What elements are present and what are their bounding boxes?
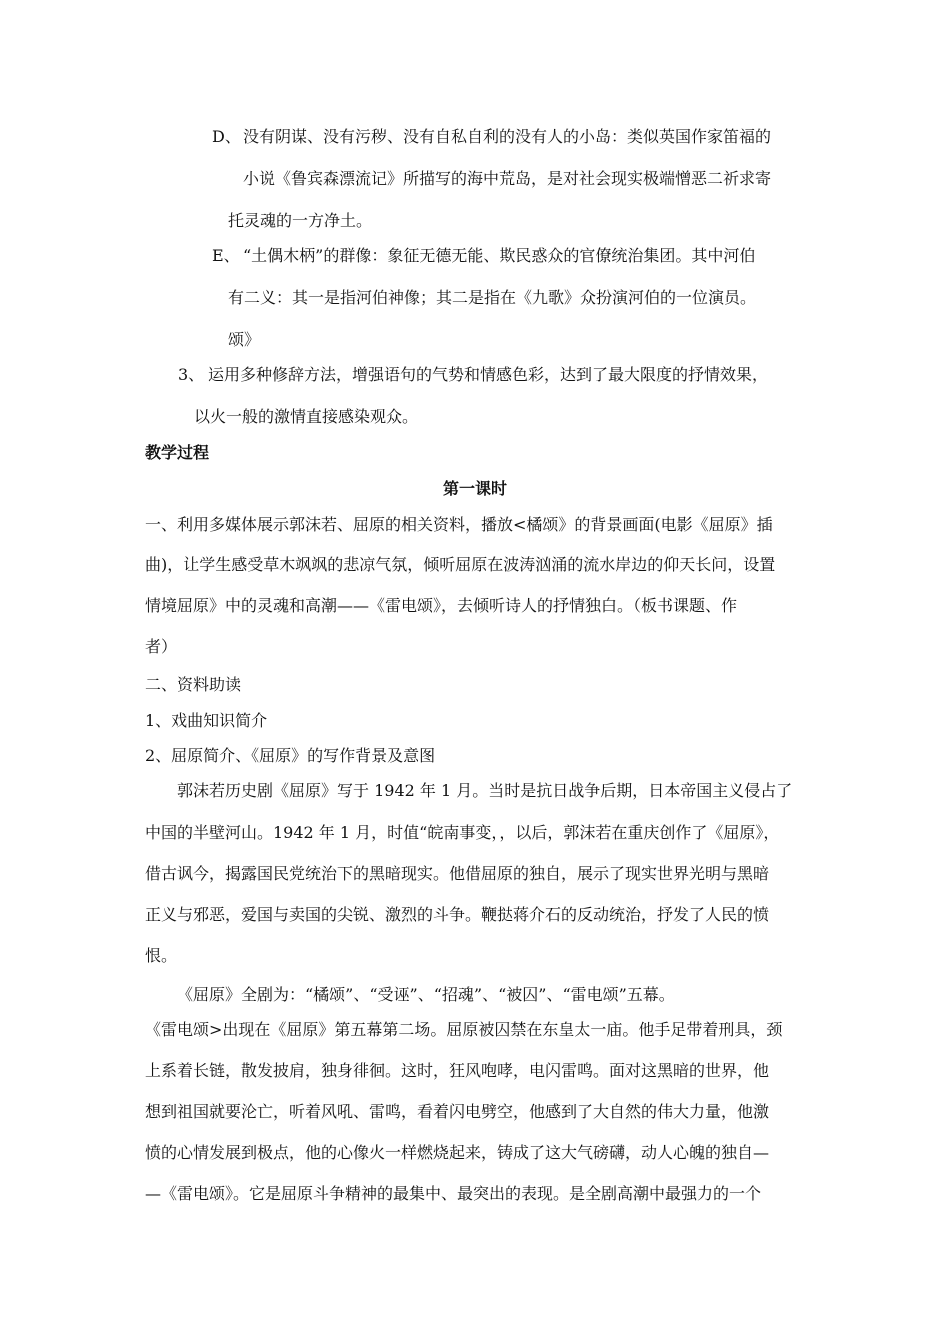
paragraph-1-line-5: 恨。 <box>145 946 178 965</box>
step-1-line-3: 情境屈原》中的灵魂和高潮——《雷电颂》，去倾听诗人的抒情独白。（板书课题、作 <box>145 596 738 615</box>
list-item-e-line-3: 颂》 <box>228 330 261 349</box>
list-item-d-line-2: 小说《鲁宾森漂流记》所描写的海中荒岛，是对社会现实极端憎恶二祈求寄 <box>243 169 772 188</box>
step-2-item-1: 1、戏曲知识简介 <box>145 711 268 730</box>
list-item-d-line-1: 没有阴谋、没有污秽、没有自私自利的没有人的小岛：类似英国作家笛福的 <box>243 127 772 146</box>
list-marker-e: E、 <box>212 246 240 265</box>
step-2-heading: 二、资料助读 <box>145 675 242 694</box>
paragraph-1-line-3: 借古讽今，揭露国民党统治下的黑暗现实。他借屈原的独自，展示了现实世界光明与黑暗 <box>145 864 770 883</box>
step-1-line-2: 曲)，让学生感受草木飒飒的悲凉气氛，倾听屈原在波涛汹涌的流水岸边的仰天长问，设置 <box>145 555 776 574</box>
paragraph-1-line-1: 郭沫若历史剧《屈原》写于 1942 年 1 月。当时是抗日战争后期，日本帝国主义侵占了 <box>177 781 793 800</box>
paragraph-2-line-1: 《屈原》全剧为：“橘颂”、“受诬”、“招魂”、“被囚”、“雷电颂”五幕。 <box>177 985 675 1004</box>
step-1-line-4: 者） <box>145 637 178 656</box>
point-3-line-1: 运用多种修辞方法，增强语句的气势和情感色彩，达到了最大限度的抒情效果， <box>208 365 769 384</box>
paragraph-2-line-2: 《雷电颂>出现在《屈原》第五幕第二场。屈原被囚禁在东皇太一庙。他手足带着刑具，颈 <box>145 1020 783 1039</box>
list-item-e-line-1: “土偶木柄”的群像：象征无德无能、欺民惑众的官僚统治集团。其中河伯 <box>243 246 756 265</box>
paragraph-2-line-4: 想到祖国就要沦亡，听着风吼、雷鸣，看着闪电劈空，他感到了大自然的伟大力量，他激 <box>145 1102 770 1121</box>
list-item-d-line-3: 托灵魂的一方净土。 <box>228 211 373 230</box>
paragraph-1-line-4: 正义与邪恶，爱国与卖国的尖锐、激烈的斗争。鞭挞蒋介石的反动统治，抒发了人民的愤 <box>145 905 770 924</box>
list-marker-d: D、 <box>212 127 241 146</box>
lesson-title: 第一课时 <box>442 479 507 498</box>
list-item-e-line-2: 有二义：其一是指河伯神像；其二是指在《九歌》众扮演河伯的一位演员。 <box>228 288 757 307</box>
paragraph-2-line-3: 上系着长链，散发披肩，独身徘徊。这时，狂风咆哮，电闪雷鸣。面对这黑暗的世界，他 <box>145 1061 770 1080</box>
point-3-marker: 3、 <box>178 365 205 384</box>
paragraph-2-line-5: 愤的心情发展到极点，他的心像火一样燃烧起来，铸成了这大气磅礴，动人心魄的独自— <box>145 1143 770 1162</box>
section-heading: 教学过程 <box>145 443 210 462</box>
point-3-line-2: 以火一般的激情直接感染观众。 <box>194 407 419 426</box>
step-1-line-1: 一、利用多媒体展示郭沫若、屈原的相关资料，播放<橘颂》的背景画面(电影《屈原》插 <box>145 515 773 534</box>
step-2-item-2: 2、屈原简介、《屈原》的写作背景及意图 <box>145 746 436 765</box>
paragraph-1-line-2: 中国的半壁河山。1942 年 1 月，时值“皖南事变，，以后，郭沫若在重庆创作了《屈原》， <box>145 823 780 842</box>
paragraph-2-line-6: —《雷电颂》。它是屈原斗争精神的最集中、最突出的表现。是全剧高潮中最强力的一个 <box>145 1184 762 1203</box>
